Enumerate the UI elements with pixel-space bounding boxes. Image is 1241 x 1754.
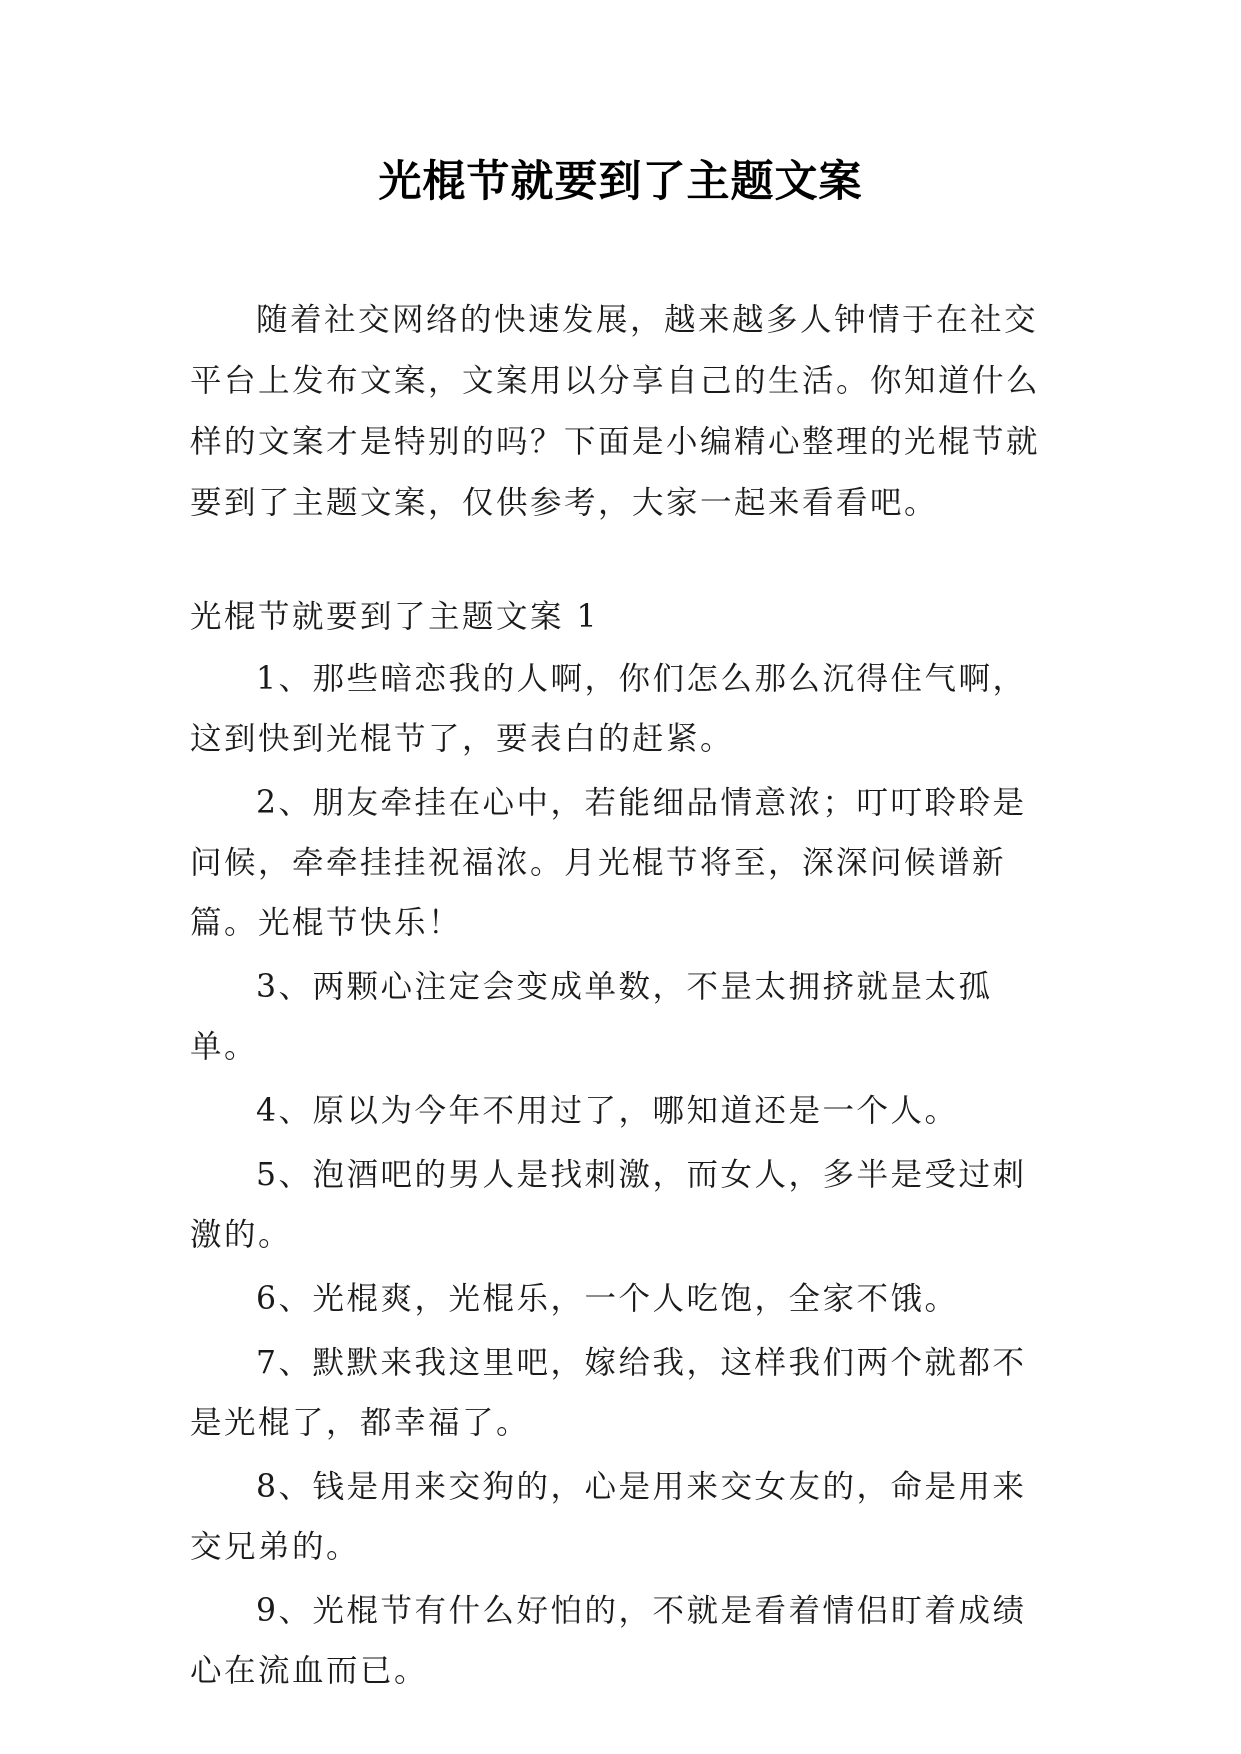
list-item: 8、钱是用来交狗的，心是用来交女友的，命是用来交兄弟的。 <box>190 1469 1027 1565</box>
list-item: 3、两颗心注定会变成单数，不昰太拥挤就昰太孤单。 <box>190 969 993 1065</box>
list-item: 4、原以为今年不用过了，哪知道还是一个人。 <box>256 1093 959 1129</box>
document-title: 光棍节就要到了主题文案 <box>378 157 863 207</box>
list-item: 7、默默来我这里吧，嫁给我，这样我们两个就都不是光棍了，都幸福了。 <box>190 1345 1027 1441</box>
list-item: 2、朋友牵挂在心中，若能细品情意浓；叮叮聆聆是问候，牵牵挂挂祝福浓。月光棍节将至，深深问候谱新篇。光棍节快乐！ <box>190 785 1027 941</box>
list-item: 9、光棍节有什么好怕的，不就是看着情侣盯着成绩心在流血而已。 <box>190 1593 1027 1689</box>
list-item: 6、光棍爽，光棍乐，一个人吃饱，全家不饿。 <box>256 1281 959 1317</box>
list-item: 5、泡酒吧的男人是找刺激，而女人，多半是受过刺激的。 <box>190 1157 1027 1253</box>
section-heading: 光棍节就要到了主题文案 1 <box>190 599 600 635</box>
list-item: 1、那些暗恋我的人啊，你们怎么那么沉得住气啊，这到快到光棍节了，要表白的赶紧。 <box>190 661 1027 757</box>
document-body <box>190 290 1050 1705</box>
intro-paragraph: 随着社交网络的快速发展，越来越多人钟情于在社交平台上发布文案，文案用以分享自己的生活。你知道什么样的文案才是特别的吗？下面是小编精心整理的光棍节就要到了主题文案，仅供参考，大家一起来看看吧。 <box>190 302 1041 521</box>
